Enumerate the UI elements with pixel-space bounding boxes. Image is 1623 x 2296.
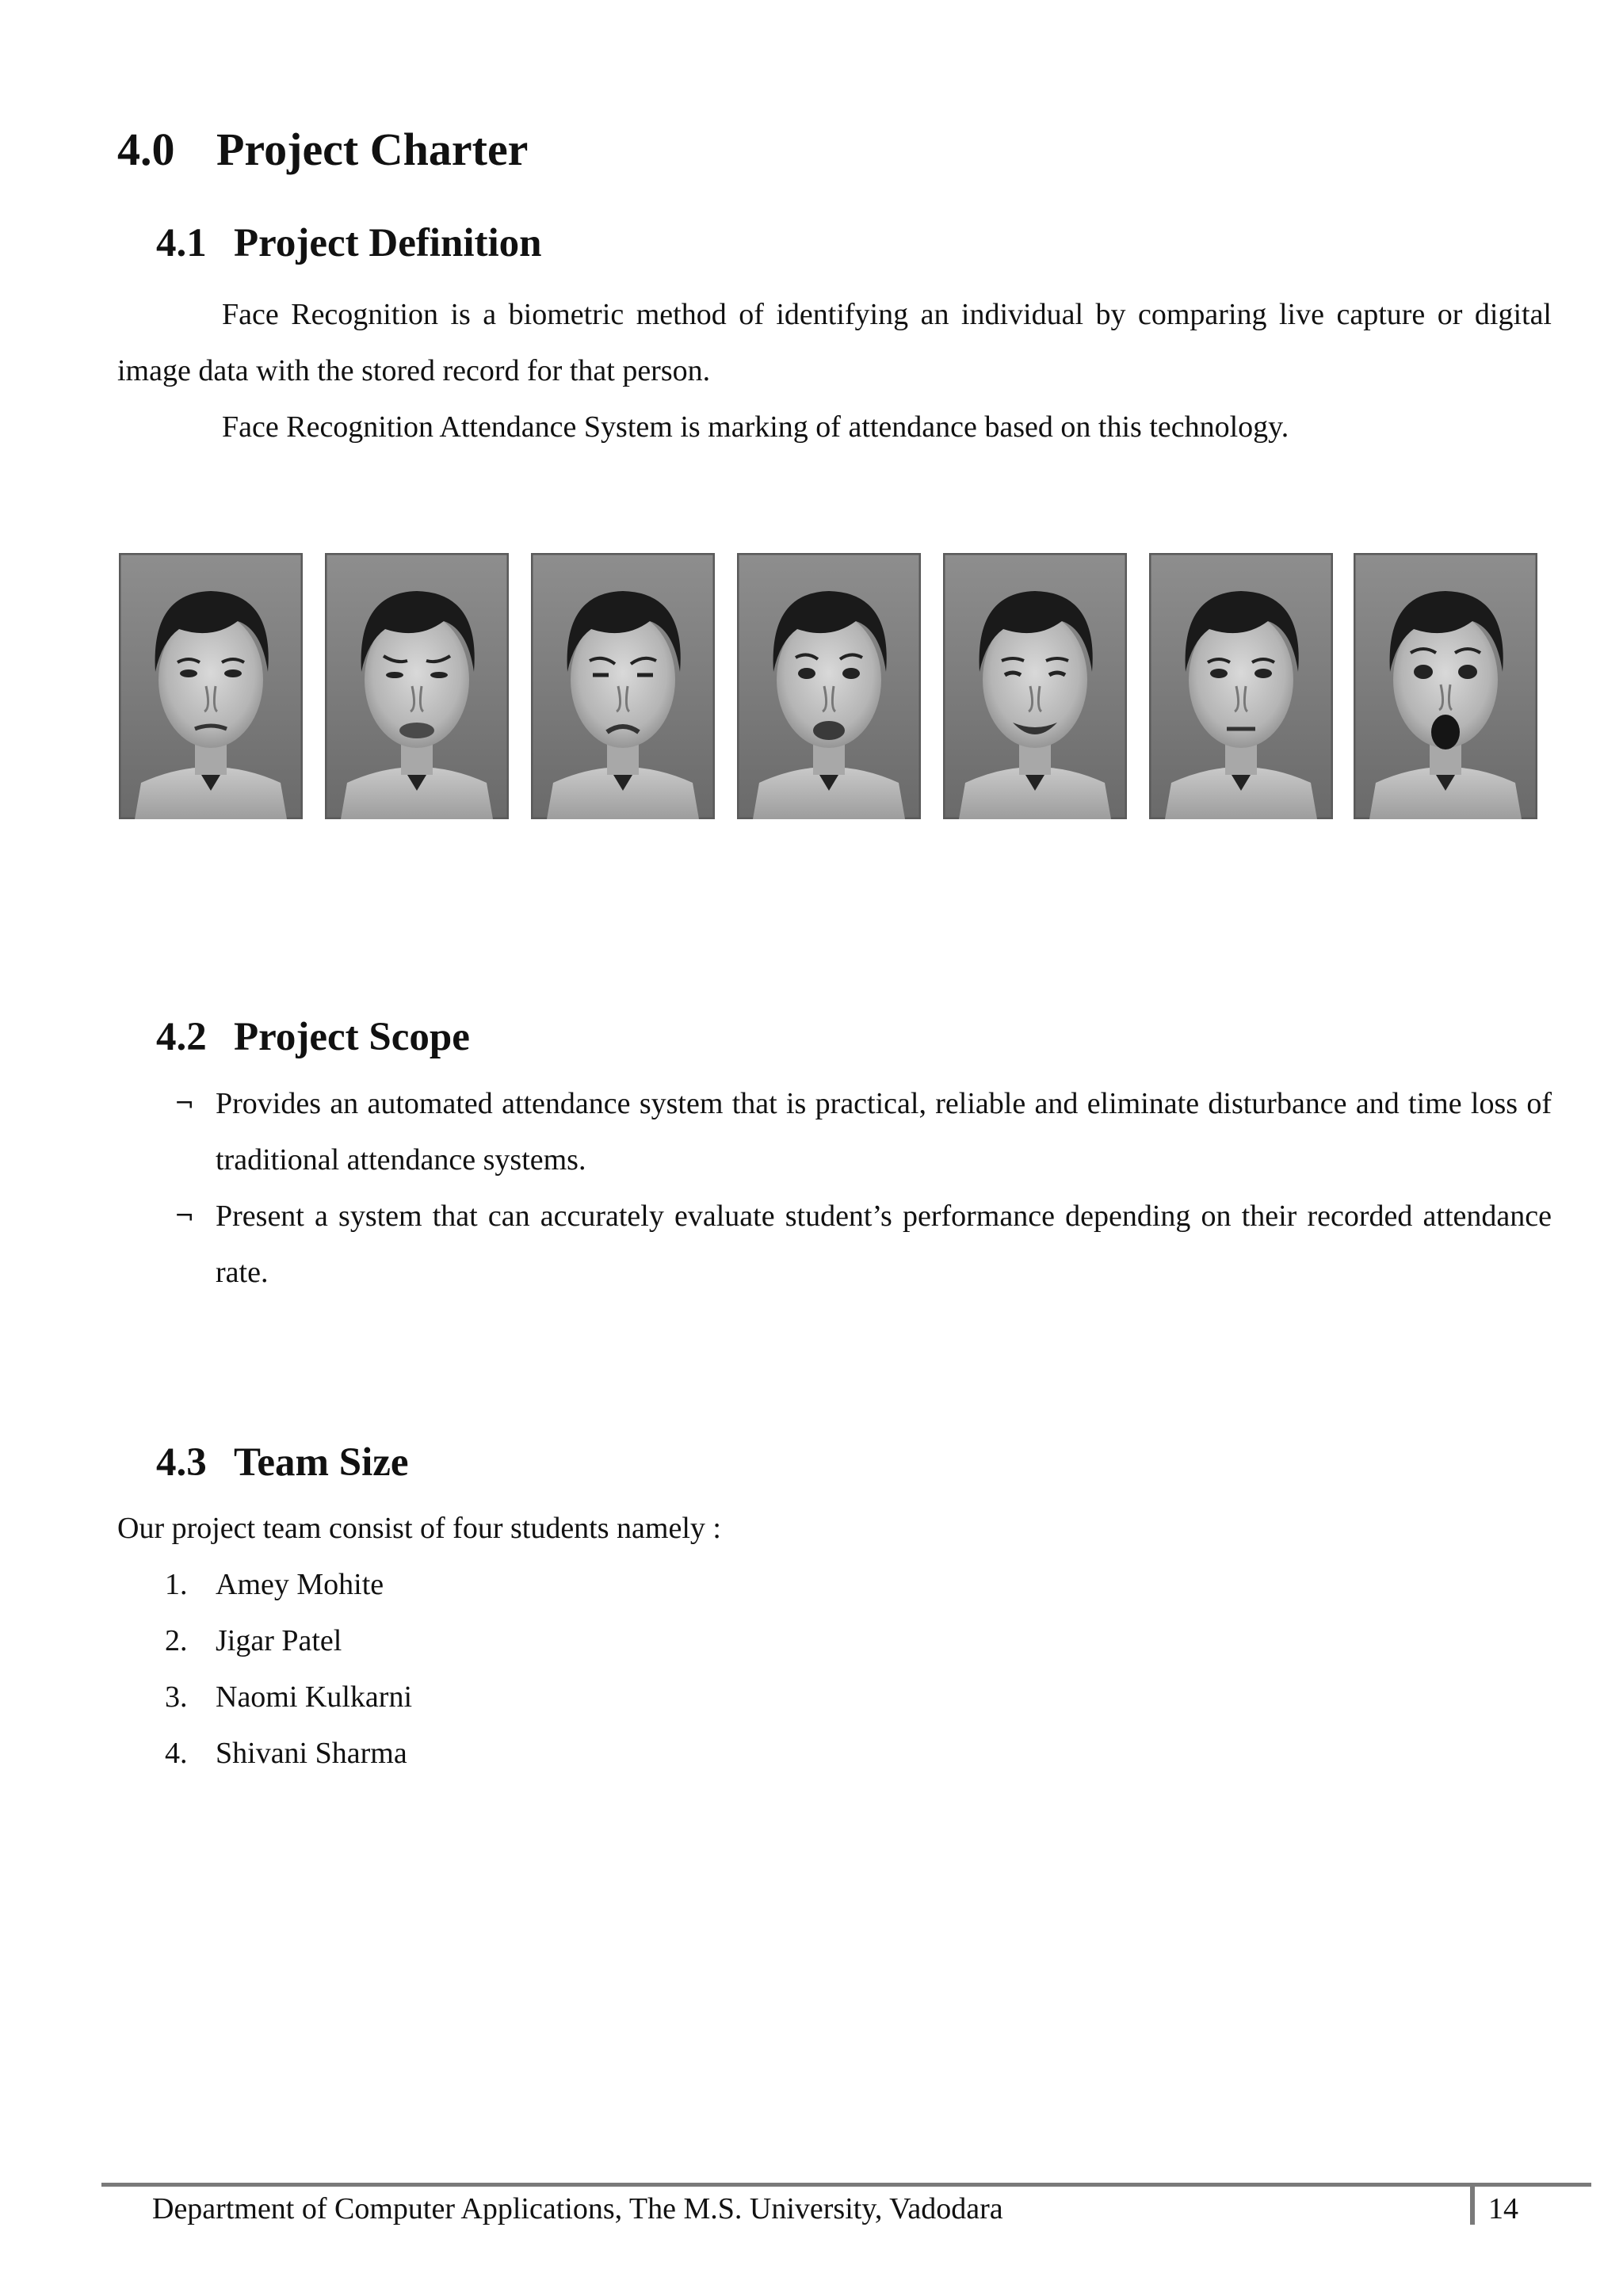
section-number: 4.3: [156, 1440, 207, 1485]
bullet-text: Present a system that can accurately evaluate student’s performance depending on their recorded attendance rate.: [216, 1199, 1552, 1289]
face-image-2: [325, 553, 509, 819]
list-item: [117, 1726, 412, 1782]
scope-bullet-list: [117, 1076, 1552, 1301]
list-item: [117, 1076, 1552, 1188]
list-item: [117, 1669, 412, 1726]
list-item: [117, 1188, 1552, 1301]
chapter-number: 4.0: [117, 124, 175, 175]
list-index: 4.: [165, 1737, 188, 1770]
list-index: 2.: [165, 1624, 188, 1657]
definition-paragraph-1: [117, 287, 1552, 399]
chapter-heading: [117, 123, 528, 176]
face-image-5: [943, 553, 1127, 819]
list-item: [117, 1613, 412, 1669]
paragraph-text: Face Recognition Attendance System is marking of attendance based on this technology.: [222, 410, 1289, 444]
section-number: 4.2: [156, 1015, 207, 1059]
face-image-7: [1354, 553, 1537, 819]
member-name: Amey Mohite: [216, 1568, 384, 1601]
face-image-3: [531, 553, 715, 819]
bullet-marker: ¬: [174, 1203, 195, 1230]
face-image-1: [119, 553, 303, 819]
bullet-text: Provides an automated attendance system that is practical, reliable and eliminate disturbance and time loss of traditional attendance systems.: [216, 1087, 1552, 1177]
definition-paragraph-2: [117, 399, 1552, 456]
section-heading-scope: [156, 1014, 470, 1060]
section-heading-definition: [156, 220, 542, 266]
face-image-4: [737, 553, 921, 819]
list-item: [117, 1557, 412, 1613]
section-title: Team Size: [234, 1440, 409, 1485]
face-image-6: [1149, 553, 1333, 819]
section-heading-team: [156, 1440, 409, 1486]
team-member-list: [117, 1557, 412, 1782]
footer-separator: [1470, 2187, 1475, 2225]
footer-rule: [101, 2183, 1591, 2187]
member-name: Shivani Sharma: [216, 1737, 407, 1770]
section-number: 4.1: [156, 221, 207, 265]
list-index: 1.: [165, 1568, 188, 1601]
team-intro: Our project team consist of four students namely :: [117, 1512, 721, 1545]
list-index: 3.: [165, 1680, 188, 1714]
member-name: Naomi Kulkarni: [216, 1680, 413, 1714]
bullet-marker: ¬: [174, 1090, 195, 1118]
chapter-title: Project Charter: [216, 124, 529, 175]
face-expression-strip: [119, 553, 1537, 822]
paragraph-text: Face Recognition is a biometric method of identifying an individual by comparing live capture or digital image data with the stored record for that person.: [117, 298, 1552, 387]
footer-text: Department of Computer Applications, The M.S. University, Vadodara: [152, 2192, 1003, 2225]
page-number: 14: [1488, 2192, 1518, 2225]
member-name: Jigar Patel: [216, 1624, 342, 1657]
section-title: Project Scope: [234, 1015, 470, 1059]
section-title: Project Definition: [234, 221, 542, 265]
